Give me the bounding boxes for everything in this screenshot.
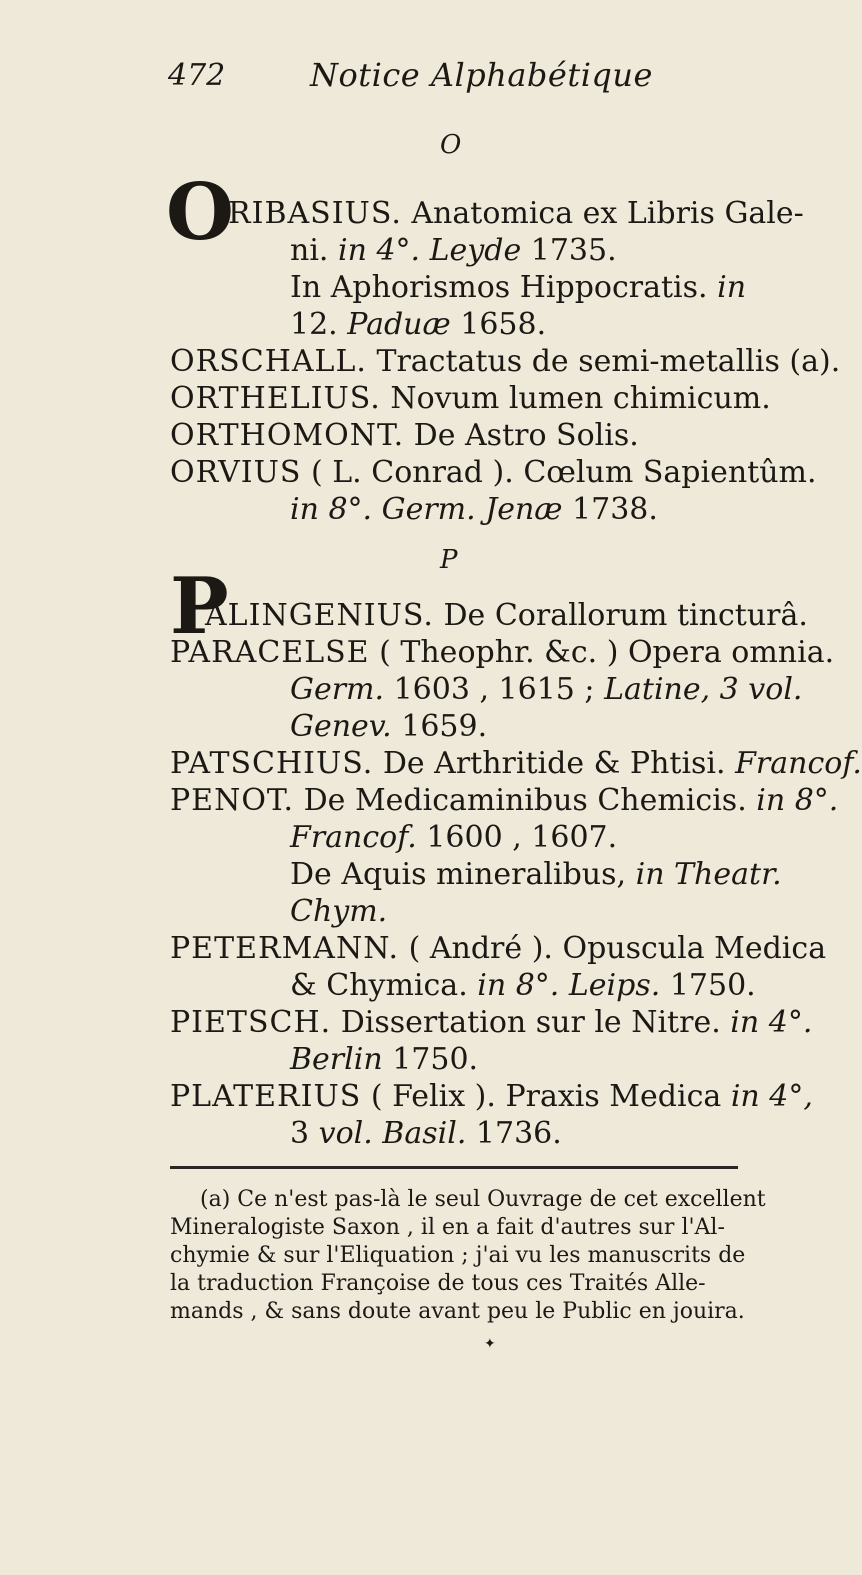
section-letter-o: O — [440, 130, 462, 160]
entry-line: Genev. 1659. — [290, 709, 488, 744]
entry-line: ni. in 4°. Leyde 1735. — [290, 233, 617, 268]
entry-line: ORSCHALL. Tractatus de semi-metallis (a). — [170, 344, 841, 379]
entry-line: RIBASIUS. Anatomica ex Libris Gale- — [228, 196, 804, 231]
entry-line: ALINGENIUS. De Corallorum tincturâ. — [205, 598, 808, 633]
entry-line: PENOT. De Medicaminibus Chemicis. in 8°. — [170, 783, 839, 818]
entry-line: Germ. 1603 , 1615 ; Latine, 3 vol. — [290, 672, 803, 707]
entry-line: ORTHELIUS. Novum lumen chimicum. — [170, 381, 771, 416]
section-letter-p: P — [440, 545, 458, 575]
entry-line: 3 vol. Basil. 1736. — [290, 1116, 562, 1151]
entry-line: PETERMANN. ( André ). Opuscula Medica — [170, 931, 827, 966]
ornament-icon: ✦ — [484, 1336, 496, 1352]
entry-line: in 8°. Germ. Jenæ 1738. — [290, 492, 658, 527]
entry-line: De Aquis mineralibus, in Theatr. — [290, 857, 782, 892]
entry-line: PATSCHIUS. De Arthritide & Phtisi. Francof. — [170, 746, 862, 781]
footnote-line: Mineralogiste Saxon , il en a fait d'autres sur l'Al- — [170, 1215, 725, 1240]
entry-line: ORVIUS ( L. Conrad ). Cœlum Sapientûm. — [170, 455, 817, 490]
footnote-line: mands , & sans doute avant peu le Public en jouira. — [170, 1299, 745, 1324]
drop-cap-p: P — [170, 561, 229, 652]
footnote-line: chymie & sur l'Eliquation ; j'ai vu les manuscrits de — [170, 1243, 746, 1268]
entry-line: ORTHOMONT. De Astro Solis. — [170, 418, 639, 453]
footnote-rule — [170, 1166, 738, 1169]
footnote-line: la traduction Françoise de tous ces Traités Alle- — [170, 1271, 706, 1296]
drop-cap-o: O — [166, 167, 234, 258]
entry-line: Francof. 1600 , 1607. — [290, 820, 618, 855]
entry-line: 12. Paduæ 1658. — [290, 307, 547, 342]
entry-line: PLATERIUS ( Felix ). Praxis Medica in 4°, — [170, 1079, 813, 1114]
entry-line: Berlin 1750. — [290, 1042, 479, 1077]
entry-line: PIETSCH. Dissertation sur le Nitre. in 4°. — [170, 1005, 813, 1040]
entry-line: & Chymica. in 8°. Leips. 1750. — [290, 968, 756, 1003]
entry-line: PARACELSE ( Theophr. &c. ) Opera omnia. — [170, 635, 835, 670]
footnote-line: (a) Ce n'est pas-là le seul Ouvrage de cet excellent — [200, 1187, 766, 1212]
entry-line: In Aphorismos Hippocratis. in — [290, 270, 747, 305]
page-header — [168, 52, 708, 102]
entry-line: Chym. — [290, 894, 388, 929]
page-number: 472 — [168, 58, 226, 93]
running-title: Notice Alphabétique — [310, 56, 653, 94]
